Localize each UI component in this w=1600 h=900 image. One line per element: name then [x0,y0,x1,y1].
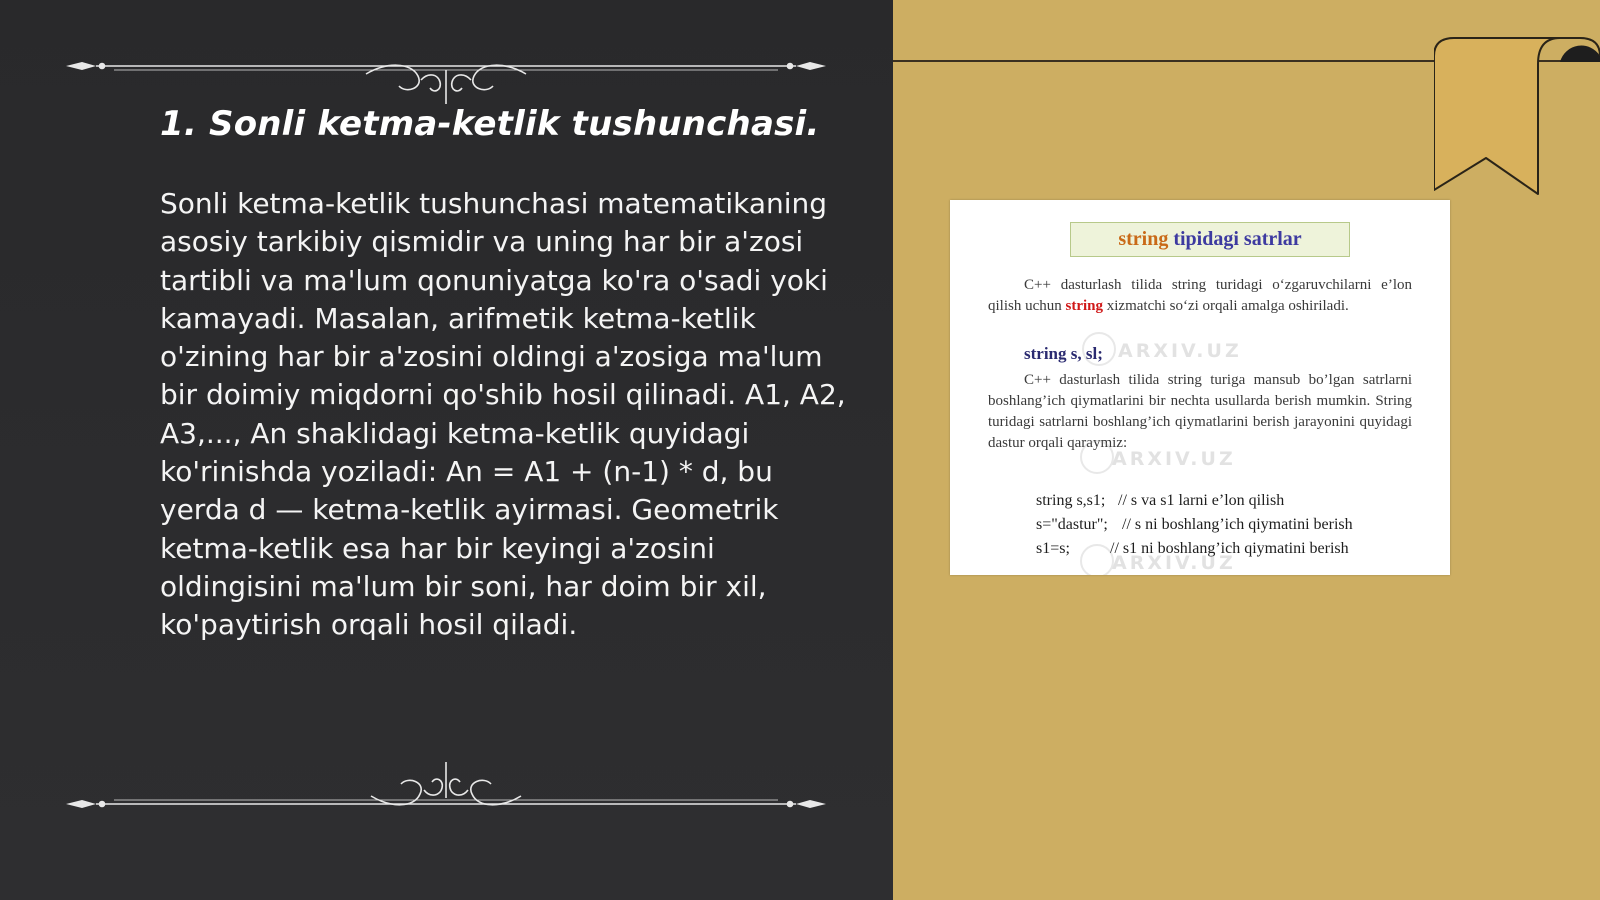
document-declaration: string s, sl; [1024,344,1103,363]
bookmark-ribbon-icon [1434,34,1600,198]
code-text: string s,s1; [1036,492,1106,509]
document-heading [1070,222,1350,257]
code-comment: // s ni boshlang’ich qiymatini berish [1122,516,1353,533]
watermark-logo-icon [1080,544,1114,575]
watermark: ARXIV.UZ [1112,552,1236,574]
code-text: s="dastur"; [1036,516,1108,533]
document-paragraph-2: C++ dasturlash tilida string turiga mansub bo’lgan satrlarni boshlang’ich qiymatlarini bir nechta usullarda berish mumkin. String turidagi satrlarni boshlang’ich qiymatlarini berish jarayonini quyidagi dastur orqali qaraymiz: [988,372,1412,451]
top-ornament [66,44,826,104]
code-comment: // s va s1 larni e’lon qilish [1118,492,1285,509]
para1-text-after: xizmatchi so‘zi orqali amalga oshiriladi. [1103,298,1349,314]
code-comment: // s1 ni boshlang’ich qiymatini berish [1110,540,1349,557]
para1-text-before: C++ dasturlash tilida string turidagi o‘zgaruvchilarni e’lon qilish uchun [988,277,1412,314]
watermark-logo-icon [1080,440,1114,474]
watermark-logo-icon [1082,332,1116,366]
code-text: s1=s; [1036,540,1070,557]
heading-keyword: string [1118,228,1169,250]
watermark: ARXIV.UZ [1112,448,1236,470]
bottom-ornament [66,758,826,818]
para1-keyword: string [1065,298,1103,314]
heading-rest: tipidagi satrlar [1168,228,1302,250]
slide-title: 1. Sonli ketma-ketlik tushunchasi. [160,104,820,144]
document-paragraph-1 [988,275,1412,317]
document-image [950,200,1450,575]
watermark: ARXIV.UZ [1118,340,1242,362]
slide-body-text: Sonli ketma-ketlik tushunchasi matematikaning asosiy tarkibiy qismidir va uning har bir a'zosi tartibli va ma'lum qonuniyatga ko'ra o'sadi yoki kamayadi. Masalan, arifmetik ketma-ketlik o'zining har bir a'zosini oldingi a'zosiga ma'lum bir doimiy miqdorni qo'shib hosil qilinadi. A1, A2, A3,..., An shaklidagi ketma-ketlik quyidagi ko'rinishda yoziladi: An = A1 + (n-1) * d, bu yerda d — ketma-ketlik ayirmasi. Geometrik ketma-ketlik esa har bir keyingi a'zosini oldingisini ma'lum bir soni, har doim bir xil, ko'paytirish orqali hosil qiladi. [160,187,846,642]
